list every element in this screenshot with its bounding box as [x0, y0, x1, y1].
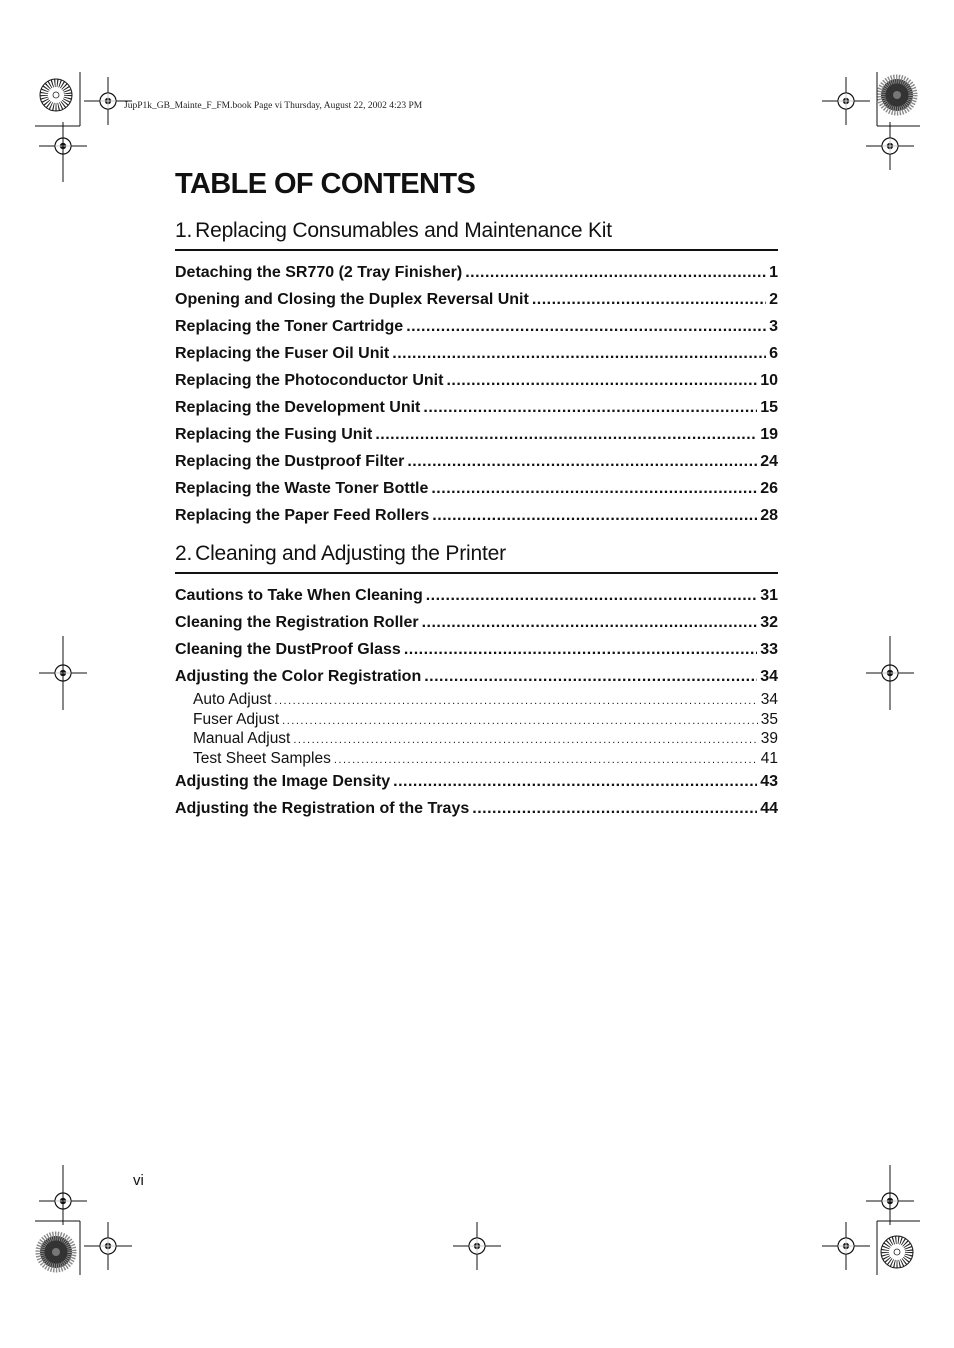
toc-entry-page: 31 — [760, 587, 778, 604]
chapter-title: Replacing Consumables and Maintenance Kit — [195, 219, 612, 242]
toc-entry-label: Adjusting the Image Density — [175, 773, 391, 790]
toc-entry-page: 33 — [760, 641, 778, 658]
toc-entry-label: Opening and Closing the Duplex Reversal Unit — [175, 291, 529, 308]
toc-entries — [175, 582, 778, 822]
dot-leader — [406, 313, 766, 340]
toc-entry-label: Replacing the Waste Toner Bottle — [175, 480, 429, 497]
toc-entry-page: 39 — [760, 730, 778, 747]
toc-entry-page: 26 — [760, 480, 778, 497]
toc-entry-page: 43 — [760, 773, 778, 790]
dot-leader — [282, 712, 758, 732]
toc-entry-page: 1 — [769, 264, 778, 281]
toc-entry-label: Cleaning the Registration Roller — [175, 614, 419, 631]
dot-leader — [423, 394, 757, 421]
dot-leader — [426, 582, 757, 609]
toc-subentry[interactable] — [175, 729, 778, 749]
toc-entry-label: Adjusting the Color Registration — [175, 668, 422, 685]
toc-entry-page: 3 — [769, 318, 778, 335]
toc-entry-label: Replacing the Development Unit — [175, 399, 421, 416]
dot-leader — [393, 768, 757, 795]
chapter-number: 1. — [175, 219, 193, 242]
toc-entry[interactable] — [175, 313, 778, 340]
dot-leader — [274, 692, 757, 712]
dot-leader — [422, 609, 758, 636]
toc-entry[interactable] — [175, 394, 778, 421]
toc-entry-page: 28 — [760, 507, 778, 524]
print-slug: JupP1k_GB_Mainte_F_FM.book Page vi Thursday, August 22, 2002 4:23 PM — [124, 101, 423, 111]
toc-entry-page: 34 — [760, 668, 778, 685]
toc-entry-label: Replacing the Photoconductor Unit — [175, 372, 444, 389]
toc-entry[interactable] — [175, 663, 778, 690]
chapter-number: 2. — [175, 542, 193, 565]
toc-entry-page: 6 — [769, 345, 778, 362]
dot-leader — [392, 340, 766, 367]
toc-subentry[interactable] — [175, 690, 778, 710]
dot-leader — [424, 663, 757, 690]
dot-leader — [293, 731, 757, 751]
dot-leader — [407, 448, 757, 475]
toc-subentry[interactable] — [175, 710, 778, 730]
toc-entry[interactable] — [175, 367, 778, 394]
toc-subentry[interactable] — [175, 749, 778, 769]
dot-leader — [432, 502, 757, 529]
chapter-1 — [175, 219, 778, 529]
toc-entry[interactable] — [175, 609, 778, 636]
toc-entry-label: Replacing the Toner Cartridge — [175, 318, 404, 335]
toc-entry[interactable] — [175, 286, 778, 313]
page-title: TABLE OF CONTENTS — [175, 168, 476, 200]
toc-entry[interactable] — [175, 259, 778, 286]
toc-entry-label: Manual Adjust — [193, 730, 291, 747]
toc-entry[interactable] — [175, 421, 778, 448]
toc-entry[interactable] — [175, 502, 778, 529]
page-number: vi — [133, 1172, 144, 1189]
toc-entry[interactable] — [175, 636, 778, 663]
toc-entry[interactable] — [175, 448, 778, 475]
dot-leader — [465, 259, 766, 286]
dot-leader — [375, 421, 757, 448]
toc-entry-page: 24 — [760, 453, 778, 470]
toc-entry-page: 44 — [760, 800, 778, 817]
toc-entry-label: Replacing the Dustproof Filter — [175, 453, 405, 470]
chapter-heading — [175, 542, 778, 574]
toc-entry[interactable] — [175, 340, 778, 367]
toc-entry-page: 41 — [760, 749, 778, 767]
toc-entry-page: 32 — [760, 614, 778, 631]
toc-entry-page: 19 — [760, 426, 778, 443]
toc-entry-page: 34 — [760, 691, 778, 708]
chapter-title: Cleaning and Adjusting the Printer — [195, 542, 506, 565]
toc-entry-page: 35 — [760, 710, 778, 728]
toc-entry-label: Cleaning the DustProof Glass — [175, 641, 401, 658]
chapter-2 — [175, 542, 778, 822]
toc-entry-label: Detaching the SR770 (2 Tray Finisher) — [175, 264, 463, 281]
toc-entry[interactable] — [175, 795, 778, 822]
toc-entry-label: Fuser Adjust — [193, 710, 280, 728]
toc-entry-label: Replacing the Paper Feed Rollers — [175, 507, 430, 524]
dot-leader — [446, 367, 757, 394]
toc-entry-label: Cautions to Take When Cleaning — [175, 587, 423, 604]
toc-entry[interactable] — [175, 768, 778, 795]
toc-entry[interactable] — [175, 475, 778, 502]
toc-entry-label: Auto Adjust — [193, 691, 272, 708]
dot-leader — [431, 475, 757, 502]
chapter-heading — [175, 219, 778, 251]
toc-entry-page: 10 — [760, 372, 778, 389]
toc-entry-label: Adjusting the Registration of the Trays — [175, 800, 470, 817]
dot-leader — [404, 636, 757, 663]
toc-entry-page: 2 — [769, 291, 778, 308]
dot-leader — [472, 795, 757, 822]
toc-entry-label: Replacing the Fuser Oil Unit — [175, 345, 390, 362]
toc-entry-label: Replacing the Fusing Unit — [175, 426, 373, 443]
toc-entries — [175, 259, 778, 529]
toc-entry-page: 15 — [760, 399, 778, 416]
toc-entry[interactable] — [175, 582, 778, 609]
dot-leader — [532, 286, 766, 313]
toc-entry-label: Test Sheet Samples — [193, 749, 331, 767]
